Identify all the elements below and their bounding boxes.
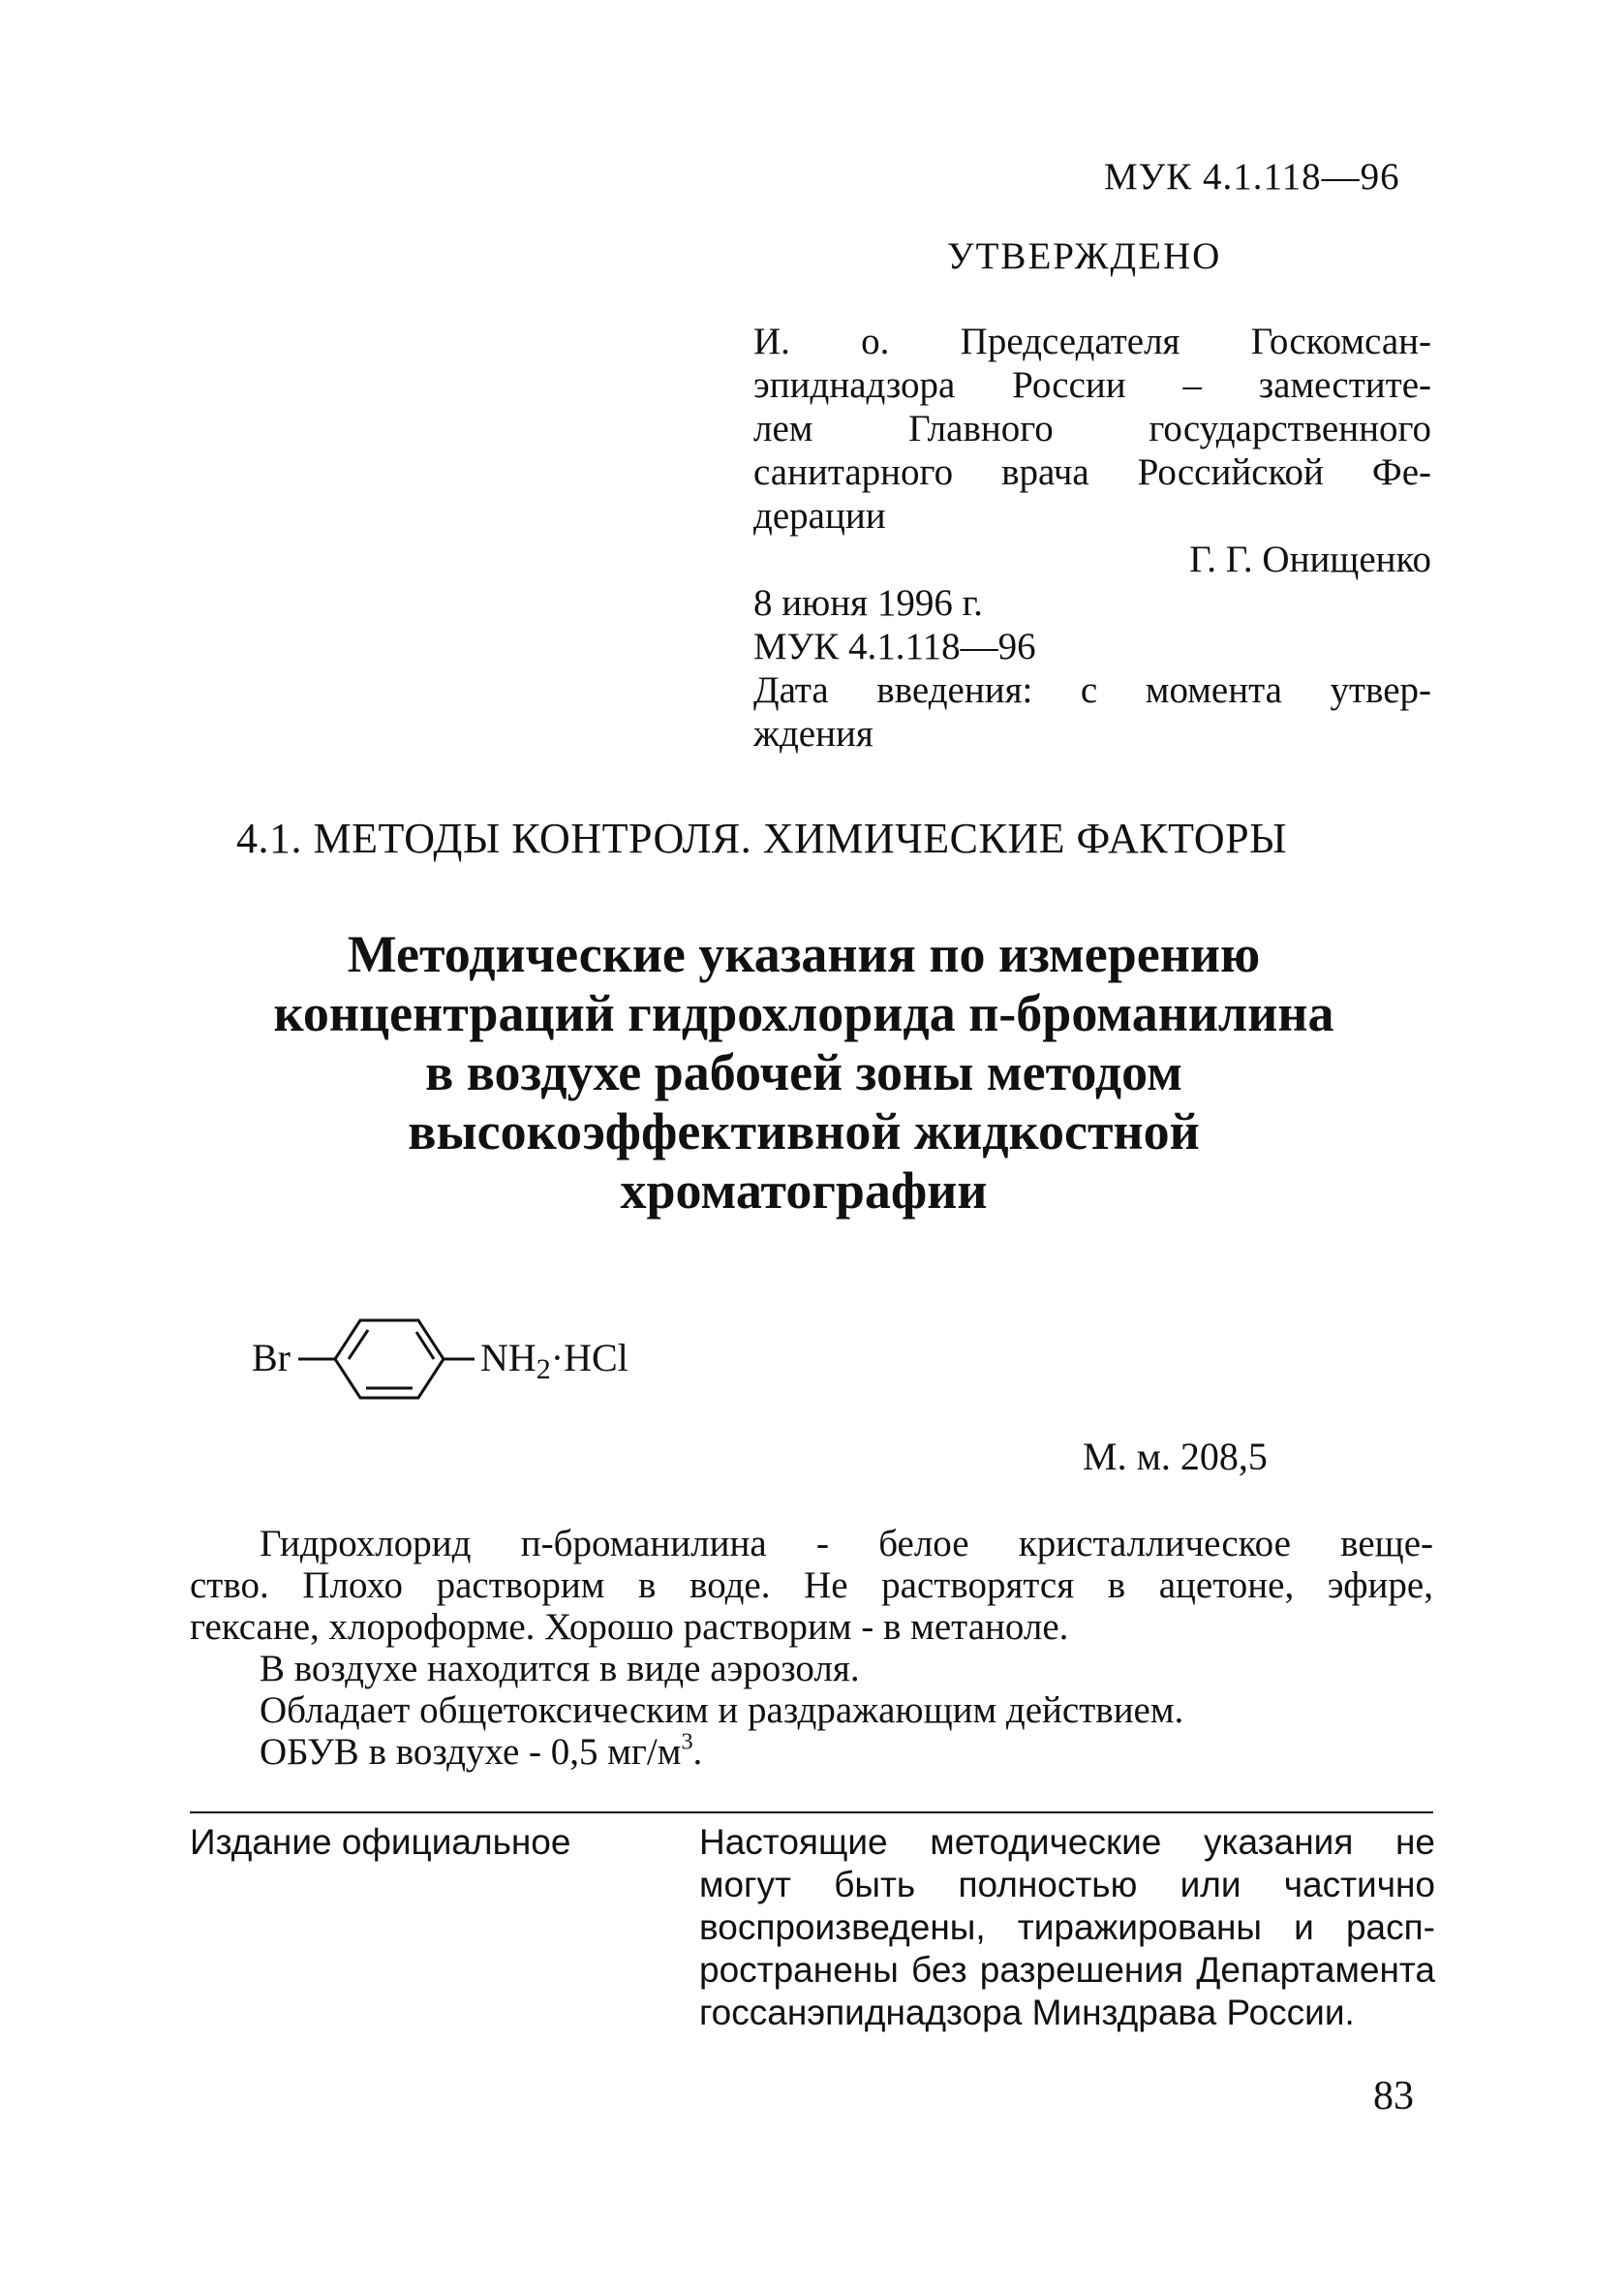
notice-line: Настоящие методические указания не — [699, 1822, 1435, 1862]
description-line: ство. Плохо растворим в воде. Не растворятся в ацетоне, эфире, — [190, 1564, 1433, 1606]
introduction-date-line: Дата введения: с момента утвер- — [753, 669, 1431, 711]
formula-subscript: 2 — [536, 1353, 551, 1385]
molar-mass: М. м. 208,5 — [1083, 1435, 1268, 1478]
obuv-exponent: 3 — [681, 1728, 693, 1755]
title-line: Методические указания по измерению — [347, 925, 1261, 983]
notice-line: могут быть полностью или частично — [699, 1865, 1435, 1904]
title-line: концентраций гидрохлорида п-броманилина — [273, 984, 1334, 1042]
approval-line: лем Главного государственного — [753, 408, 1431, 449]
title-line: высокоэффективной жидкостной — [408, 1102, 1200, 1160]
approval-line: эпиднадзора России – заместите- — [753, 364, 1431, 406]
notice-line: ространены без разрешения Департамента — [699, 1950, 1435, 1990]
introduction-date-line: ждения — [753, 713, 873, 755]
approval-line: дерации — [753, 495, 886, 537]
obuv-text: ОБУВ в воздухе - 0,5 мг/м — [260, 1731, 682, 1773]
approval-line: санитарного врача Российской Фе- — [753, 451, 1431, 493]
title-line: хроматографии — [620, 1161, 988, 1220]
footer-divider — [190, 1811, 1433, 1813]
section-heading: 4.1. МЕТОДЫ КОНТРОЛЯ. ХИМИЧЕСКИЕ ФАКТОРЫ — [236, 815, 1288, 862]
document-code: МУК 4.1.118—96 — [1104, 156, 1400, 198]
approval-code: МУК 4.1.118—96 — [753, 626, 1036, 667]
benzene-ring-icon — [335, 1320, 444, 1398]
aerosol-line: В воздухе находится в виде аэрозоля. — [260, 1648, 860, 1689]
signatory: Г. Г. Онищенко — [1189, 539, 1431, 580]
document-title — [174, 925, 1433, 1221]
notice-line: госсанэпиднадзора Минздрава России. — [699, 1993, 1355, 2032]
toxicity-line: Обладает общетоксическим и раздражающим действием. — [260, 1689, 1184, 1731]
description — [190, 1523, 1433, 1773]
title-line: в воздухе рабочей зоны методом — [425, 1043, 1182, 1101]
description-line: Гидрохлорид п-броманилина - белое кристаллическое веще- — [260, 1523, 1433, 1564]
approval-date: 8 июня 1996 г. — [753, 582, 983, 624]
copyright-notice — [699, 1821, 1435, 2034]
structural-formula — [252, 1313, 717, 1438]
description-line: гексане, хлороформе. Хорошо растворим - в метаноле. — [190, 1606, 1069, 1648]
notice-line: воспроизведены, тиражированы и расп- — [699, 1907, 1435, 1947]
approval-block — [753, 320, 1431, 756]
ring-double-bond — [416, 1332, 434, 1359]
approval-line: И. о. Председателя Госкомсан- — [753, 321, 1431, 362]
obuv-end: . — [692, 1731, 703, 1773]
official-edition: Издание официальное — [190, 1822, 571, 1862]
formula-hcl: ·HCl — [550, 1336, 628, 1379]
approved-heading: УТВЕРЖДЕНО — [947, 235, 1222, 277]
page-number: 83 — [1373, 2074, 1414, 2119]
formula-bromine: Br — [252, 1336, 291, 1379]
formula-amine: NH — [480, 1336, 536, 1379]
obuv-line — [190, 1728, 1433, 1773]
formula-amine-group — [480, 1336, 628, 1385]
